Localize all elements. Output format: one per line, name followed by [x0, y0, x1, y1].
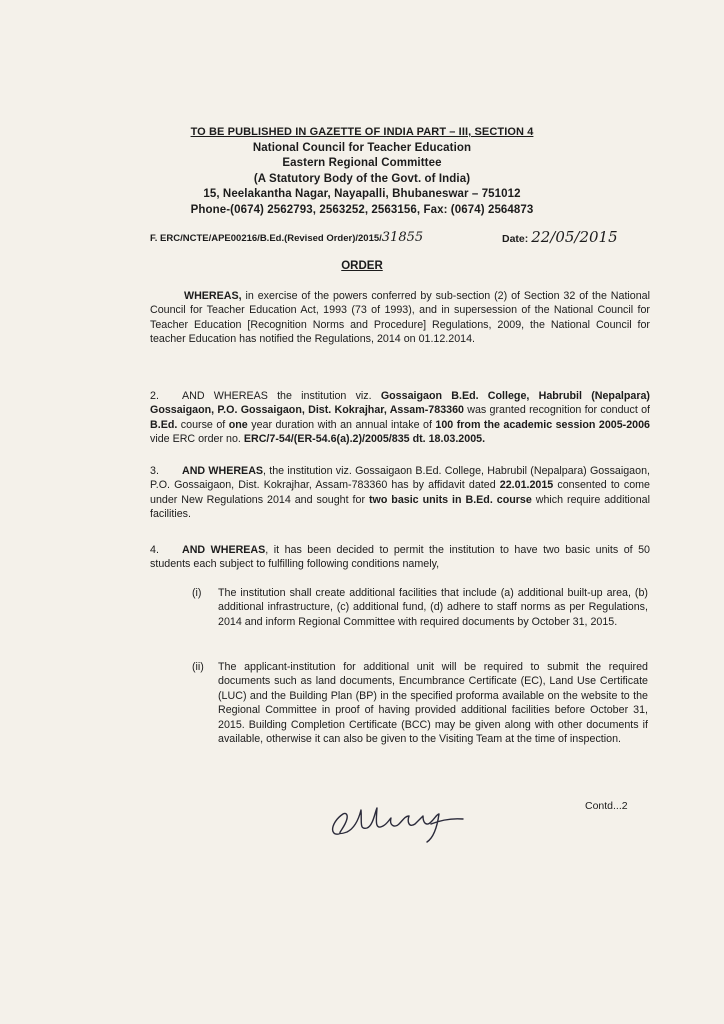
date-handwritten: 22/05/2015: [531, 228, 618, 246]
para2-course: B.Ed.: [150, 418, 178, 431]
continued-note: Contd...2: [585, 800, 628, 812]
para2-order-number: ERC/7-54/(ER-54.6(a).2)/2005/835 dt. 18.03.2005.: [243, 433, 486, 446]
date-label: Date:: [502, 233, 529, 245]
paragraph-2: [150, 389, 650, 447]
paragraph-4: [150, 543, 650, 572]
condition-number: (i): [192, 587, 202, 599]
condition-ii: [192, 660, 648, 746]
para3-units: two basic units in B.Ed. course: [368, 493, 532, 506]
phone-fax: Phone-(0674) 2562793, 2563252, 2563156, Fax: (0674) 2564873: [190, 203, 534, 216]
condition-text: The institution shall create additional facilities that include (a) additional built-up area, (b) additional infrastructure, (c) additional fund, (d) adhere to staff norms as per Regulations, 2014 and inform Regional Committee with required documents by October 31, 2015.: [218, 587, 648, 628]
file-number-text: F. ERC/NCTE/APE00216/B.Ed.(Revised Order)/2015/: [150, 233, 382, 244]
para3-number: 3.: [150, 465, 159, 477]
para3-text-2: consented to come under New Regulations 2014 and sought for: [150, 479, 650, 506]
committee-name: Eastern Regional Committee: [282, 157, 442, 169]
para4-text: , it has been decided to permit the institution to have two basic units of 50 students each subject to fulfilling following conditions namely,: [150, 544, 650, 571]
para2-text-5: vide ERC order no.: [150, 433, 244, 446]
date-field: [502, 228, 618, 246]
para2-duration: one: [228, 418, 248, 431]
para2-text-2: was granted recognition for conduct of: [463, 404, 650, 417]
paragraph-3: [150, 464, 650, 522]
para2-intake: 100 from the academic session 2005-2006: [435, 418, 651, 431]
paragraph-1: [150, 289, 650, 347]
para1-text: in exercise of the powers conferred by sub-section (2) of Section 32 of the National Council for Teacher Education Act, 1993 (73 of 1993), and in supersession of the National Council for Teacher Education [Recognition Norms and Procedure] Regulations, 2009, the National Council for teacher Education has notified the Regulations, 2014 on 01.12.2014.: [150, 290, 650, 346]
condition-number: (ii): [192, 661, 204, 673]
para1-lead: WHEREAS,: [184, 290, 242, 302]
condition-i: [192, 586, 648, 629]
address: 15, Neelakantha Nagar, Nayapalli, Bhubaneswar – 751012: [203, 188, 521, 200]
statutory-body: (A Statutory Body of the Govt. of India): [253, 172, 471, 185]
para2-text-3: course of: [177, 418, 229, 431]
council-name: National Council for Teacher Education: [252, 141, 472, 154]
condition-text: The applicant-institution for additional unit will be required to submit the required documents such as land documents, Encumbrance Certificate (EC), Land Use Certificate (LUC) and the Building Plan (BP) in the specified proforma available on the website to the Regional Committee in proof of having provided additional facilities before October 31, 2015. Building Completion Certificate (BCC) may be given along with other documents if available, otherwise it can also be given to the Visiting Team at the time of inspection.: [218, 661, 648, 746]
para2-institution: Gossaigaon B.Ed. College, Habrubil (Nepalpara) Gossaigaon, P.O. Gossaigaon, Dist. Kokrajhar, Assam-783360: [150, 390, 650, 417]
signature: [325, 798, 475, 844]
gazette-notice: TO BE PUBLISHED IN GAZETTE OF INDIA PART – III, SECTION 4: [190, 126, 534, 138]
para3-lead: AND WHEREAS: [182, 465, 264, 477]
para2-number: 2.: [150, 390, 159, 402]
para2-text-4: year duration with an annual intake of: [247, 418, 436, 431]
file-number-handwritten: 31855: [381, 230, 424, 245]
order-title: ORDER: [341, 260, 383, 272]
para3-affidavit-date: 22.01.2015: [499, 479, 554, 492]
para3-text-1: , the institution viz. Gossaigaon B.Ed. College, Habrubil (Nepalpara) Gossaigaon, P.O. Gossaigaon, Dist. Kokrajhar, Assam-783360 has by affidavit dated: [150, 465, 650, 492]
file-number: [150, 230, 423, 245]
letterhead: [150, 125, 574, 218]
para4-lead: AND WHEREAS: [182, 544, 266, 556]
para2-text-1: AND WHEREAS the institution viz.: [182, 390, 381, 402]
para4-number: 4.: [150, 544, 159, 556]
para3-text-3: which require additional facilities.: [150, 493, 650, 521]
